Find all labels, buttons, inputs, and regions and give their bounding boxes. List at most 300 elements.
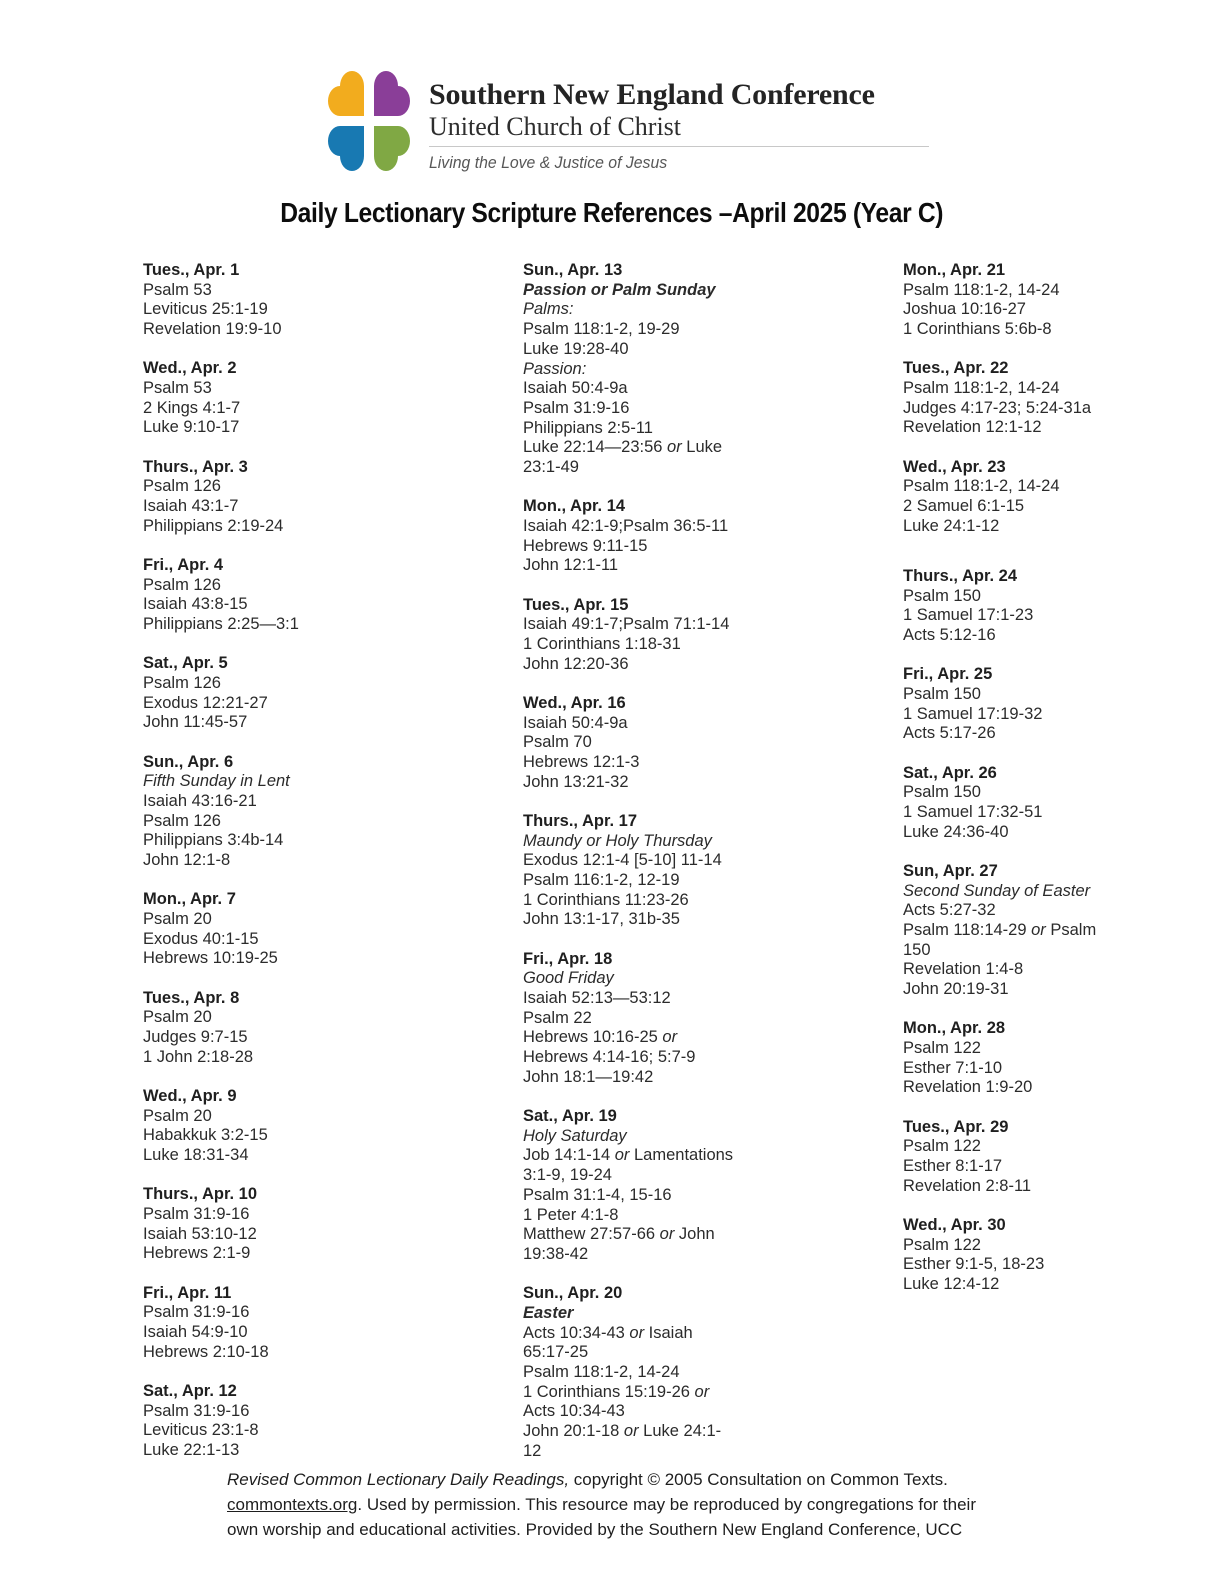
scripture-line — [903, 320, 1224, 340]
ucc-hearts-logo — [328, 70, 410, 172]
scripture-line — [143, 1402, 498, 1422]
scripture-line — [227, 1517, 1062, 1542]
entry-date-heading: Mon., Apr. 14 — [523, 497, 626, 516]
scripture-line — [523, 379, 878, 399]
text-segment: John 20:19-31 — [903, 980, 1009, 999]
text-segment: or — [623, 1422, 639, 1441]
brand-divider — [429, 146, 929, 147]
entry-date-heading: Thurs., Apr. 3 — [143, 457, 248, 476]
text-segment: 1 Corinthians 1:18-31 — [523, 634, 681, 653]
scripture-line — [143, 772, 498, 792]
text-segment: John 18:1—19:42 — [523, 1067, 654, 1086]
entry-date-heading: Sat., Apr. 26 — [903, 763, 997, 782]
text-segment: 1 Corinthians 15:19-26 — [523, 1382, 695, 1401]
entry-date-heading: Sat., Apr. 5 — [143, 654, 228, 673]
text-segment: Psalm 20 — [143, 1106, 212, 1125]
scripture-line — [523, 419, 878, 439]
lectionary-column — [523, 261, 878, 1481]
text-segment: Luke — [681, 438, 723, 457]
text-segment: Luke 12:4-12 — [903, 1275, 1000, 1294]
text-segment: Exodus 40:1-15 — [143, 929, 259, 948]
lectionary-entry — [143, 458, 498, 537]
scripture-line — [523, 1245, 878, 1265]
lectionary-entry — [523, 261, 878, 478]
scripture-line — [143, 1303, 498, 1323]
lectionary-entry — [523, 1107, 878, 1265]
text-segment: Psalm 20 — [143, 1008, 212, 1027]
entry-date-heading: Sun., Apr. 13 — [523, 261, 623, 279]
text-segment: Palms: — [523, 300, 574, 319]
scripture-line — [903, 705, 1224, 725]
lectionary-entry — [143, 753, 498, 871]
text-segment: or — [667, 438, 682, 457]
text-segment: Matthew 27:57-66 — [523, 1225, 660, 1244]
text-segment: John 11:45-57 — [143, 713, 248, 732]
scripture-line — [523, 832, 878, 852]
scripture-line — [903, 724, 1224, 744]
scripture-line — [903, 300, 1224, 320]
text-segment: Isaiah 50:4-9a — [523, 713, 628, 732]
scripture-line — [523, 281, 878, 301]
text-segment: Revised Common Lectionary Daily Readings, — [227, 1470, 570, 1489]
scripture-line — [523, 517, 878, 537]
text-segment: Good Friday — [523, 969, 614, 988]
text-segment: Psalm 31:9-16 — [523, 398, 630, 417]
text-segment: Isaiah — [644, 1323, 693, 1342]
text-segment: Luke 18:31-34 — [143, 1146, 249, 1165]
text-segment: Acts 5:12-16 — [903, 626, 996, 645]
lectionary-entry — [903, 1216, 1224, 1295]
scripture-line — [903, 941, 1224, 961]
scripture-line — [143, 281, 498, 301]
text-segment: Luke 22:14—23:56 — [523, 438, 668, 457]
text-segment: Psalm 118:14-29 — [903, 920, 1032, 939]
scripture-line — [143, 1343, 498, 1363]
text-segment: John 12:20-36 — [523, 654, 629, 673]
text-segment: Psalm 150 — [903, 684, 981, 703]
scripture-line — [523, 1186, 878, 1206]
text-segment: Revelation 2:8-11 — [903, 1176, 1032, 1195]
text-segment: 65:17-25 — [523, 1343, 589, 1362]
tagline: Living the Love & Justice of Jesus — [429, 153, 668, 172]
text-segment: Psalm 31:1-4, 15-16 — [523, 1185, 672, 1204]
text-segment: Psalm 118:1-2, 14-24 — [903, 477, 1060, 496]
text-segment: 12 — [523, 1441, 542, 1460]
entry-date-heading: Wed., Apr. 2 — [143, 359, 237, 378]
text-segment: Joshua 10:16-27 — [903, 300, 1026, 319]
lectionary-entry — [903, 1019, 1224, 1098]
scripture-line — [523, 300, 878, 320]
scripture-line — [523, 340, 878, 360]
org-subname: United Church of Christ — [429, 112, 682, 141]
text-segment: Psalm 126 — [143, 477, 221, 496]
scripture-line — [143, 379, 498, 399]
text-segment: Philippians 2:19-24 — [143, 516, 284, 535]
lectionary-entry — [143, 556, 498, 635]
lectionary-entry — [143, 989, 498, 1068]
lectionary-entry — [903, 862, 1224, 1000]
scripture-line — [523, 753, 878, 773]
scripture-line — [903, 626, 1224, 646]
lectionary-entry — [523, 812, 878, 930]
entry-date-heading: Thurs., Apr. 10 — [143, 1185, 258, 1204]
scripture-line — [523, 1166, 878, 1186]
scripture-line — [143, 576, 498, 596]
scripture-line — [523, 360, 878, 380]
text-segment: Fifth Sunday in Lent — [143, 772, 290, 791]
text-segment: Exodus 12:21-27 — [143, 693, 268, 712]
entry-date-heading: Tues., Apr. 29 — [903, 1117, 1009, 1136]
scripture-line — [143, 1225, 498, 1245]
text-segment: Psalm 118:1-2, 14-24 — [903, 280, 1060, 299]
text-segment: Habakkuk 3:2-15 — [143, 1126, 268, 1145]
text-segment: Isaiah 53:10-12 — [143, 1224, 257, 1243]
scripture-line — [523, 399, 878, 419]
scripture-line — [523, 320, 878, 340]
text-segment: Exodus 12:1-4 [5-10] 11-14 — [523, 851, 722, 870]
text-segment: Lamentations — [629, 1146, 734, 1165]
scripture-line — [143, 399, 498, 419]
text-segment: 1 Peter 4:1-8 — [523, 1205, 619, 1224]
scripture-line — [523, 1363, 878, 1383]
text-segment: Psalm 116:1-2, 12-19 — [523, 870, 680, 889]
scripture-line — [523, 773, 878, 793]
entry-date-heading: Sat., Apr. 12 — [143, 1381, 237, 1400]
text-segment: 1 Corinthians 5:6b-8 — [903, 320, 1052, 339]
text-segment: Psalm 118:1-2, 14-24 — [903, 379, 1060, 398]
scripture-line — [523, 910, 878, 930]
lectionary-entry — [523, 596, 878, 675]
scripture-line — [143, 1048, 498, 1068]
text-segment: Hebrews 10:16-25 — [523, 1028, 663, 1047]
text-segment: Acts 10:34-43 — [523, 1402, 625, 1421]
entry-date-heading: Tues., Apr. 1 — [143, 261, 240, 279]
entry-date-heading: Mon., Apr. 28 — [903, 1019, 1006, 1038]
text-segment: John 12:1-8 — [143, 851, 231, 870]
scripture-line — [143, 418, 498, 438]
lectionary-entry — [143, 1382, 498, 1461]
entry-date-heading: Wed., Apr. 30 — [903, 1215, 1006, 1234]
scripture-line — [523, 969, 878, 989]
text-segment: Acts 5:27-32 — [903, 901, 996, 920]
text-segment: John 12:1-11 — [523, 556, 619, 575]
entry-date-heading: Sun., Apr. 6 — [143, 752, 234, 771]
letterhead — [328, 70, 929, 173]
text-segment: John 20:1-18 — [523, 1422, 624, 1441]
scripture-line — [523, 1304, 878, 1324]
entry-date-heading: Fri., Apr. 4 — [143, 555, 224, 574]
scripture-line — [903, 1137, 1224, 1157]
scripture-line — [143, 1323, 498, 1343]
text-segment: Judges 9:7-15 — [143, 1028, 248, 1046]
scripture-line — [143, 300, 498, 320]
text-segment: Hebrews 12:1-3 — [523, 752, 640, 771]
entry-date-heading: Sun., Apr. 20 — [523, 1284, 623, 1303]
scripture-line — [143, 930, 498, 950]
scripture-line — [523, 1324, 878, 1344]
heart-blue-icon — [328, 126, 364, 171]
scripture-line — [903, 1059, 1224, 1079]
text-segment: John 13:1-17, 31b-35 — [523, 910, 680, 929]
text-segment: Esther 7:1-10 — [903, 1058, 1003, 1077]
text-segment: Second Sunday of Easter — [903, 881, 1091, 900]
text-segment: John — [674, 1225, 715, 1244]
text-segment: Leviticus 25:1-19 — [143, 300, 268, 319]
lectionary-entry — [903, 458, 1224, 537]
scripture-line — [523, 438, 878, 458]
text-segment: 1 Samuel 17:19-32 — [903, 704, 1043, 723]
text-segment: 19:38-42 — [523, 1244, 589, 1263]
page-title-text: Daily Lectionary Scripture References –April 2025 (Year C) — [280, 197, 944, 228]
scripture-line — [523, 1383, 878, 1403]
entry-date-heading: Sat., Apr. 19 — [523, 1107, 617, 1126]
scripture-line — [143, 320, 498, 340]
scripture-line — [523, 615, 878, 635]
scripture-line — [143, 1107, 498, 1127]
scripture-line — [143, 694, 498, 714]
scripture-line — [143, 851, 498, 871]
scripture-line — [523, 714, 878, 734]
scripture-line — [903, 960, 1224, 980]
text-segment: Acts 5:17-26 — [903, 724, 996, 743]
lectionary-entry — [143, 359, 498, 438]
scripture-line — [903, 477, 1224, 497]
text-segment: Psalm 31:9-16 — [143, 1204, 250, 1223]
text-segment: Passion or Palm Sunday — [523, 280, 716, 299]
text-segment: 1 John 2:18-28 — [143, 1047, 254, 1066]
scripture-line — [523, 655, 878, 675]
scripture-line — [903, 399, 1224, 419]
page-title — [0, 193, 1224, 230]
scripture-line — [143, 497, 498, 517]
entry-date-heading: Thurs., Apr. 17 — [523, 811, 638, 830]
scripture-line — [523, 1402, 878, 1422]
text-segment: 1 Samuel 17:32-51 — [903, 802, 1043, 821]
scripture-line — [903, 1275, 1224, 1295]
text-segment: Psalm 126 — [143, 811, 221, 830]
text-segment: or — [629, 1323, 645, 1342]
scripture-line — [523, 1206, 878, 1226]
scripture-line — [903, 1157, 1224, 1177]
text-segment: Psalm 150 — [903, 783, 981, 802]
scripture-line — [523, 871, 878, 891]
text-segment: . Used by permission. This resource may be reproduced by congregations for their — [357, 1495, 976, 1514]
scripture-line — [903, 606, 1224, 626]
text-segment: Psalm 31:9-16 — [143, 1303, 250, 1322]
text-segment: 150 — [903, 940, 931, 959]
text-segment: Luke 24:1- — [638, 1422, 722, 1441]
text-segment: or — [659, 1225, 675, 1244]
scripture-line — [143, 1421, 498, 1441]
scripture-line — [143, 674, 498, 694]
scripture-line — [903, 1078, 1224, 1098]
scripture-line — [903, 783, 1224, 803]
text-segment: or — [662, 1028, 678, 1047]
text-segment: Passion: — [523, 359, 587, 378]
text-segment: Job 14:1-14 — [523, 1146, 615, 1165]
text-segment: or — [614, 1146, 630, 1165]
scripture-line — [227, 1467, 1062, 1492]
commontexts-link[interactable]: commontexts.org — [227, 1495, 358, 1514]
lectionary-entry — [143, 890, 498, 969]
lectionary-column — [903, 261, 1224, 1314]
entry-date-heading: Tues., Apr. 8 — [143, 988, 240, 1007]
scripture-line — [523, 1028, 878, 1048]
scripture-line — [143, 713, 498, 733]
scripture-line — [523, 989, 878, 1009]
scripture-line — [523, 537, 878, 557]
text-segment: or — [1031, 920, 1046, 939]
text-segment: Isaiah 43:1-7 — [143, 497, 239, 516]
text-segment: Luke 9:10-17 — [143, 418, 240, 437]
scripture-line — [903, 281, 1224, 301]
text-segment: Psalm 122 — [903, 1039, 981, 1057]
text-segment: Maundy or Holy Thursday — [523, 831, 712, 850]
text-segment: Psalm 70 — [523, 733, 592, 752]
scripture-line — [903, 921, 1224, 941]
text-segment: Psalm 53 — [143, 379, 212, 398]
text-segment: Isaiah 52:13—53:12 — [523, 989, 671, 1007]
scripture-line — [523, 635, 878, 655]
text-segment: Isaiah 42:1-9;Psalm 36:5-11 — [523, 516, 729, 535]
scripture-line — [143, 477, 498, 497]
scripture-line — [143, 910, 498, 930]
text-segment: Psalm 20 — [143, 909, 212, 928]
lectionary-entry — [143, 261, 498, 340]
entry-date-heading: Fri., Apr. 25 — [903, 665, 993, 684]
scripture-line — [523, 1127, 878, 1147]
text-segment: Psalm 126 — [143, 673, 221, 692]
text-segment: Psalm 122 — [903, 1235, 981, 1254]
text-segment: 2 Samuel 6:1-15 — [903, 497, 1025, 516]
text-segment: Isaiah 54:9-10 — [143, 1322, 248, 1341]
entry-date-heading: Fri., Apr. 18 — [523, 949, 613, 968]
entry-date-heading: Wed., Apr. 16 — [523, 693, 626, 712]
scripture-line — [523, 891, 878, 911]
scripture-line — [523, 1442, 878, 1462]
scripture-line — [903, 379, 1224, 399]
scripture-line — [523, 1146, 878, 1166]
scripture-line — [523, 1343, 878, 1363]
text-segment: Hebrews 2:1-9 — [143, 1244, 251, 1263]
scripture-line — [903, 823, 1224, 843]
scripture-line — [143, 812, 498, 832]
scripture-line — [903, 882, 1224, 902]
text-segment: 3:1-9, 19-24 — [523, 1166, 612, 1185]
text-segment: Hebrews 4:14-16; 5:7-9 — [523, 1048, 696, 1067]
scripture-line — [143, 1244, 498, 1264]
text-segment: Philippians 3:4b-14 — [143, 831, 284, 850]
text-segment: Esther 9:1-5, 18-23 — [903, 1255, 1045, 1274]
text-segment: 23:1-49 — [523, 458, 579, 477]
entry-date-heading: Thurs., Apr. 24 — [903, 566, 1018, 585]
lectionary-entry — [523, 950, 878, 1088]
scripture-line — [523, 458, 878, 478]
scripture-line — [523, 1048, 878, 1068]
text-segment: 1 Corinthians 11:23-26 — [523, 890, 689, 909]
text-segment: Psalm 118:1-2, 19-29 — [523, 320, 680, 339]
heart-yellow-icon — [328, 71, 364, 116]
scripture-line — [143, 595, 498, 615]
scripture-line — [143, 1441, 498, 1461]
scripture-line — [903, 497, 1224, 517]
text-segment: Hebrews 10:19-25 — [143, 949, 278, 968]
text-segment: Hebrews 2:10-18 — [143, 1342, 269, 1361]
text-segment: John 13:21-32 — [523, 772, 629, 791]
text-segment: copyright © 2005 Consultation on Common Texts. — [569, 1470, 948, 1489]
scripture-line — [523, 1009, 878, 1029]
entry-date-heading: Wed., Apr. 23 — [903, 457, 1006, 476]
scripture-line — [143, 792, 498, 812]
text-segment: Esther 8:1-17 — [903, 1157, 1003, 1176]
text-segment: 2 Kings 4:1-7 — [143, 398, 241, 417]
scripture-line — [523, 1068, 878, 1088]
brand-block — [429, 70, 929, 173]
scripture-line — [903, 1236, 1224, 1256]
scripture-line — [143, 517, 498, 537]
text-segment: Holy Saturday — [523, 1126, 627, 1145]
text-segment: Leviticus 23:1-8 — [143, 1421, 259, 1440]
scripture-line — [903, 1255, 1224, 1275]
text-segment: Isaiah 43:16-21 — [143, 791, 257, 810]
lectionary-entry — [523, 497, 878, 576]
lectionary-entry — [903, 764, 1224, 843]
scripture-line — [523, 1225, 878, 1245]
entry-date-heading: Tues., Apr. 22 — [903, 359, 1009, 378]
text-segment: Luke 22:1-13 — [143, 1440, 240, 1459]
text-segment: Revelation 1:4-8 — [903, 960, 1024, 979]
scripture-line — [143, 949, 498, 969]
lectionary-column — [143, 261, 498, 1480]
entry-date-heading: Mon., Apr. 21 — [903, 261, 1006, 279]
lectionary-entry — [903, 556, 1224, 646]
scripture-line — [143, 831, 498, 851]
text-segment: Easter — [523, 1303, 574, 1322]
text-segment: Luke 24:36-40 — [903, 822, 1009, 841]
scripture-line — [227, 1492, 1062, 1517]
text-segment: or — [694, 1382, 710, 1401]
entry-date-heading: Mon., Apr. 7 — [143, 890, 236, 909]
org-name: Southern New England Conference — [429, 78, 875, 111]
text-segment: Revelation 19:9-10 — [143, 320, 282, 339]
lectionary-entry — [903, 665, 1224, 744]
text-segment: Hebrews 9:11-15 — [523, 536, 648, 555]
entry-date-heading: Tues., Apr. 15 — [523, 595, 629, 614]
text-segment: Judges 4:17-23; 5:24-31a — [903, 398, 1092, 417]
text-segment: Psalm 150 — [903, 586, 981, 605]
scripture-line — [903, 517, 1224, 537]
text-segment: Psalm 118:1-2, 14-24 — [523, 1362, 680, 1381]
scripture-line — [903, 685, 1224, 705]
heart-purple-icon — [374, 71, 410, 116]
text-segment: Revelation 1:9-20 — [903, 1078, 1033, 1097]
text-segment: Philippians 2:5-11 — [523, 418, 653, 437]
scripture-line — [143, 615, 498, 635]
text-segment: Luke 24:1-12 — [903, 516, 1000, 535]
lectionary-entry — [523, 694, 878, 793]
scripture-line — [903, 418, 1224, 438]
text-segment: Acts 10:34-43 — [523, 1323, 630, 1342]
text-segment: Isaiah 50:4-9a — [523, 379, 628, 398]
scripture-line — [143, 1205, 498, 1225]
text-segment: Philippians 2:25—3:1 — [143, 615, 299, 634]
scripture-line — [903, 980, 1224, 1000]
entry-date-heading: Sun, Apr. 27 — [903, 861, 998, 880]
lectionary-entry — [903, 1118, 1224, 1197]
text-segment: 1 Samuel 17:1-23 — [903, 606, 1034, 625]
scripture-line — [523, 1422, 878, 1442]
scripture-line — [903, 1039, 1224, 1059]
